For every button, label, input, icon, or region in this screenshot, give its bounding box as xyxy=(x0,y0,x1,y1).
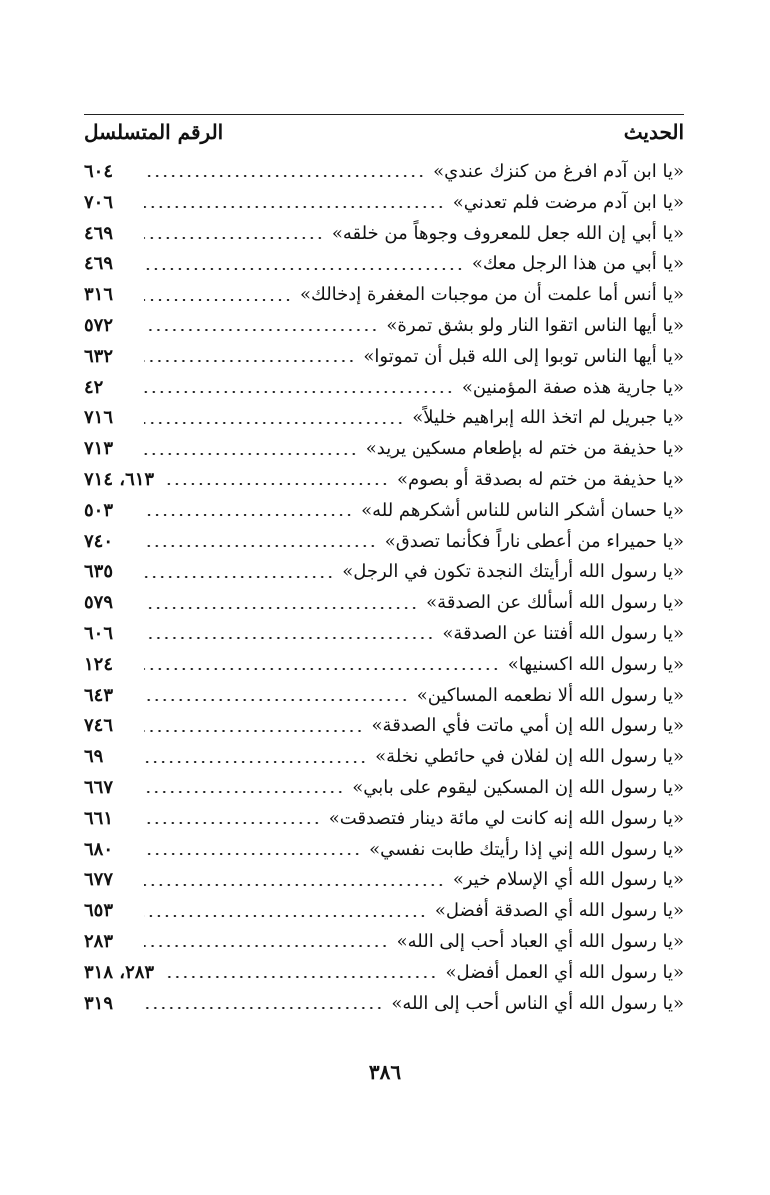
index-row xyxy=(84,280,684,311)
index-row xyxy=(84,865,684,896)
serial-number: ٦٠٦ xyxy=(84,622,114,644)
index-row xyxy=(84,465,684,496)
dot-leader xyxy=(144,453,358,455)
serial-number: ٦٨٠ xyxy=(84,838,114,860)
serial-number: ١٢٤ xyxy=(84,653,114,675)
hadith-text: «يا أبي من هذا الرجل معك» xyxy=(471,253,684,275)
dot-leader xyxy=(144,299,292,301)
serial-number: ٢٨٣، ٣١٨ xyxy=(84,961,155,983)
serial-number: ٧٠٦ xyxy=(84,191,114,213)
serial-number: ٧٤٦ xyxy=(84,715,114,737)
index-row xyxy=(84,619,684,650)
serial-number: ٤٢ xyxy=(84,376,104,398)
index-row xyxy=(84,927,684,958)
page-number: ٣٨٦ xyxy=(368,1060,402,1084)
hadith-text: «يا أبي إن الله جعل للمعروف وجوهاً من خلقه» xyxy=(331,222,684,244)
hadith-text: «يا رسول الله أي الصدقة أفضل» xyxy=(434,900,684,922)
hadith-text: «يا رسول الله إني إذا رأيتك طابت نفسي» xyxy=(369,838,684,860)
hadith-text: «يا حسان أشكر الناس للناس أشكرهم لله» xyxy=(361,499,684,521)
serial-number: ٥٧٢ xyxy=(84,314,114,336)
dot-leader xyxy=(144,945,389,947)
dot-leader xyxy=(144,422,404,424)
index-row xyxy=(84,434,684,465)
hadith-text: «يا جارية هذه صفة المؤمنين» xyxy=(461,376,684,398)
serial-number: ٧٤٠ xyxy=(84,530,114,552)
index-row xyxy=(84,219,684,250)
dot-leader xyxy=(144,576,334,578)
dot-leader xyxy=(144,761,367,763)
hadith-text: «يا رسول الله أي الإسلام خير» xyxy=(452,869,684,891)
dot-leader xyxy=(144,391,454,393)
hadith-column-header: الحديث xyxy=(623,120,684,144)
index-row xyxy=(84,711,684,742)
serial-number: ٦٦١ xyxy=(84,807,114,829)
serial-number: ٣١٦ xyxy=(84,284,114,306)
index-row xyxy=(84,650,684,681)
index-row xyxy=(84,157,684,188)
dot-leader xyxy=(144,822,321,824)
hadith-text: «يا رسول الله أرأيتك النجدة تكون في الرجل» xyxy=(342,561,684,583)
index-row xyxy=(84,311,684,342)
index-row xyxy=(84,249,684,280)
dot-leader xyxy=(144,360,355,362)
index-row xyxy=(84,896,684,927)
hadith-text: «يا ابن آدم مرضت فلم تعدني» xyxy=(452,191,684,213)
hadith-text: «يا رسول الله أي العمل أفضل» xyxy=(445,961,684,983)
dot-leader xyxy=(144,329,378,331)
dot-leader xyxy=(144,637,434,639)
index-row xyxy=(84,373,684,404)
dot-leader xyxy=(144,668,500,670)
serial-number: ٦٤٣ xyxy=(84,684,114,706)
hadith-text: «يا ابن آدم افرغ من كنزك عندي» xyxy=(433,161,684,182)
index-row xyxy=(84,188,684,219)
serial-number: ٦٥٣ xyxy=(84,900,114,922)
serial-number: ٦١٣، ٧١٤ xyxy=(84,468,155,490)
hadith-text: «يا رسول الله أسألك عن الصدقة» xyxy=(426,592,684,614)
serial-number: ٤٦٩ xyxy=(84,222,114,244)
header-rule xyxy=(84,114,684,115)
index-row xyxy=(84,588,684,619)
hadith-text: «يا رسول الله أي العباد أحب إلى الله» xyxy=(396,930,684,952)
serial-number: ٦٩ xyxy=(84,746,104,768)
serial-number: ٦٣٢ xyxy=(84,345,114,367)
index-row xyxy=(84,958,684,989)
serial-number: ٥٠٣ xyxy=(84,499,114,521)
dot-leader xyxy=(166,483,389,485)
serial-number: ٣١٩ xyxy=(84,992,114,1014)
index-row xyxy=(84,496,684,527)
dot-leader xyxy=(144,206,445,208)
hadith-text: «يا رسول الله أفتنا عن الصدقة» xyxy=(442,622,684,644)
serial-number: ٧١٣ xyxy=(84,438,114,460)
dot-leader xyxy=(144,237,324,239)
number-column-header: الرقم المتسلسل xyxy=(84,120,224,144)
serial-number: ٦٠٤ xyxy=(84,161,114,182)
hadith-text: «يا أنس أما علمت أن من موجبات المغفرة إدخالك» xyxy=(300,284,684,306)
hadith-text: «يا رسول الله اكسنيها» xyxy=(507,653,684,675)
index-row xyxy=(84,557,684,588)
hadith-text: «يا جبريل لم اتخذ الله إبراهيم خليلاً» xyxy=(412,407,684,429)
dot-leader xyxy=(144,514,353,516)
dot-leader xyxy=(144,175,425,177)
serial-number: ٦٦٧ xyxy=(84,776,114,798)
hadith-text: «يا حميراء من أعطى ناراً فكأنما تصدق» xyxy=(384,530,684,552)
hadith-text: «يا رسول الله ألا نطعمه المساكين» xyxy=(416,684,684,706)
hadith-text: «يا رسول الله إن أمي ماتت فأي الصدقة» xyxy=(371,715,684,737)
serial-number: ٦٣٥ xyxy=(84,561,114,583)
dot-leader xyxy=(144,915,427,917)
index-row xyxy=(84,804,684,835)
dot-leader xyxy=(144,607,418,609)
hadith-text: «يا رسول الله إنه كانت لي مائة دينار فتصدقت» xyxy=(328,807,684,829)
serial-number: ٤٦٩ xyxy=(84,253,114,275)
index-row xyxy=(84,403,684,434)
index-row xyxy=(84,773,684,804)
serial-number: ٧١٦ xyxy=(84,407,114,429)
index-row xyxy=(84,742,684,773)
serial-number: ٦٧٧ xyxy=(84,869,114,891)
hadith-text: «يا حذيفة من ختم له بصدقة أو بصوم» xyxy=(396,468,684,490)
serial-number: ٢٨٣ xyxy=(84,930,114,952)
dot-leader xyxy=(144,791,344,793)
dot-leader xyxy=(144,545,377,547)
index-row xyxy=(84,527,684,558)
hadith-text: «يا رسول الله إن لفلان في حائطي نخلة» xyxy=(375,746,684,768)
dot-leader xyxy=(166,976,437,978)
index-row xyxy=(84,681,684,712)
dot-leader xyxy=(144,730,364,732)
index-list xyxy=(84,157,684,1019)
dot-leader xyxy=(144,699,409,701)
hadith-text: «يا رسول الله أي الناس أحب إلى الله» xyxy=(391,992,684,1014)
index-row xyxy=(84,989,684,1020)
table-header xyxy=(84,120,684,150)
hadith-text: «يا رسول الله إن المسكين ليقوم على بابي» xyxy=(352,776,684,798)
index-row xyxy=(84,342,684,373)
hadith-text: «يا حذيفة من ختم له بإطعام مسكين يريد» xyxy=(365,438,684,460)
dot-leader xyxy=(144,884,445,886)
serial-number: ٥٧٩ xyxy=(84,592,114,614)
hadith-text: «يا أيها الناس اتقوا النار ولو بشق تمرة» xyxy=(386,314,684,336)
dot-leader xyxy=(144,268,464,270)
dot-leader xyxy=(144,853,361,855)
dot-leader xyxy=(144,1007,383,1009)
index-row xyxy=(84,835,684,866)
hadith-text: «يا أيها الناس توبوا إلى الله قبل أن تموتوا» xyxy=(363,345,684,367)
